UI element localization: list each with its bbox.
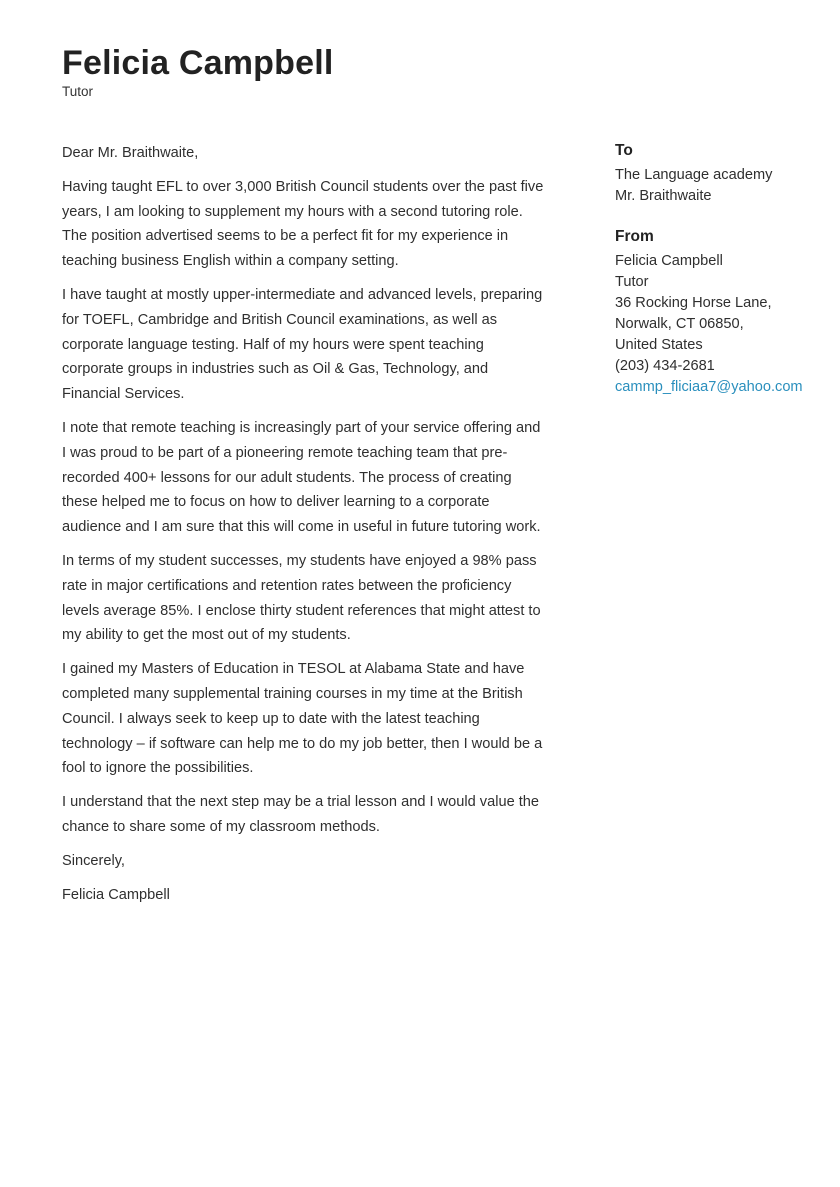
sender-name: Felicia Campbell: [615, 253, 723, 269]
recipient-name: Mr. Braithwaite: [615, 188, 712, 204]
paragraph-4: In terms of my student successes, my students have enjoyed a 98% pass rate in major certifications and retention rates between the proficiency levels average 85%. I enclose thirty student references that might attest to my ability to get the most out of my students.: [62, 552, 541, 644]
letter-body: [62, 141, 547, 916]
sender-email-link[interactable]: cammp_fliciaa7@yahoo.com: [615, 379, 803, 395]
sender-title: Tutor: [615, 274, 649, 290]
letter-header: [62, 42, 334, 100]
sender-phone: (203) 434-2681: [615, 358, 715, 374]
to-heading: To: [615, 142, 633, 159]
sender-country: United States: [615, 337, 703, 353]
paragraph-2: I have taught at mostly upper-intermediate and advanced levels, preparing for TOEFL, Cambridge and British Council examinations, as well as corporate language testing. Half of my hours were spent teaching corporate groups in industries such as Oil & Gas, Technology, and Financial Services.: [62, 286, 543, 403]
recipient-block: [615, 139, 825, 207]
recipient-company: The Language academy: [615, 167, 773, 183]
paragraph-6: I understand that the next step may be a trial lesson and I would value the chance to share some of my classroom methods.: [62, 794, 540, 835]
closing: Sincerely,: [62, 852, 125, 869]
sender-city: Norwalk, CT 06850,: [615, 316, 744, 332]
sender-block: [615, 225, 825, 398]
signature: Felicia Campbell: [62, 886, 170, 903]
author-title: Tutor: [62, 84, 94, 99]
from-heading: From: [615, 228, 654, 245]
sender-street: 36 Rocking Horse Lane,: [615, 295, 772, 311]
salutation: Dear Mr. Braithwaite,: [62, 145, 199, 161]
author-name: Felicia Campbell: [62, 44, 334, 82]
paragraph-5: I gained my Masters of Education in TESOL at Alabama State and have completed many supplemental training courses in my time at the British Council. I always seek to keep up to date with the latest teaching technology – if software can help me to do my job better, then I would be a fool to ignore the possibilities.: [62, 661, 543, 777]
sidebar: [615, 139, 825, 416]
paragraph-1: Having taught EFL to over 3,000 British Council students over the past five years, I am looking to supplement my hours with a second tutoring role. The position advertised seems to be a perfect fit for my experience in teaching business English within a company setting.: [62, 178, 544, 270]
paragraph-3: I note that remote teaching is increasingly part of your service offering and I was proud to be part of a pioneering remote teaching team that pre-recorded 400+ lessons for our adult students. The process of creating these helped me to focus on how to deliver learning to a corporate audience and I am sure that this will come in useful in future tutoring work.: [62, 419, 541, 536]
